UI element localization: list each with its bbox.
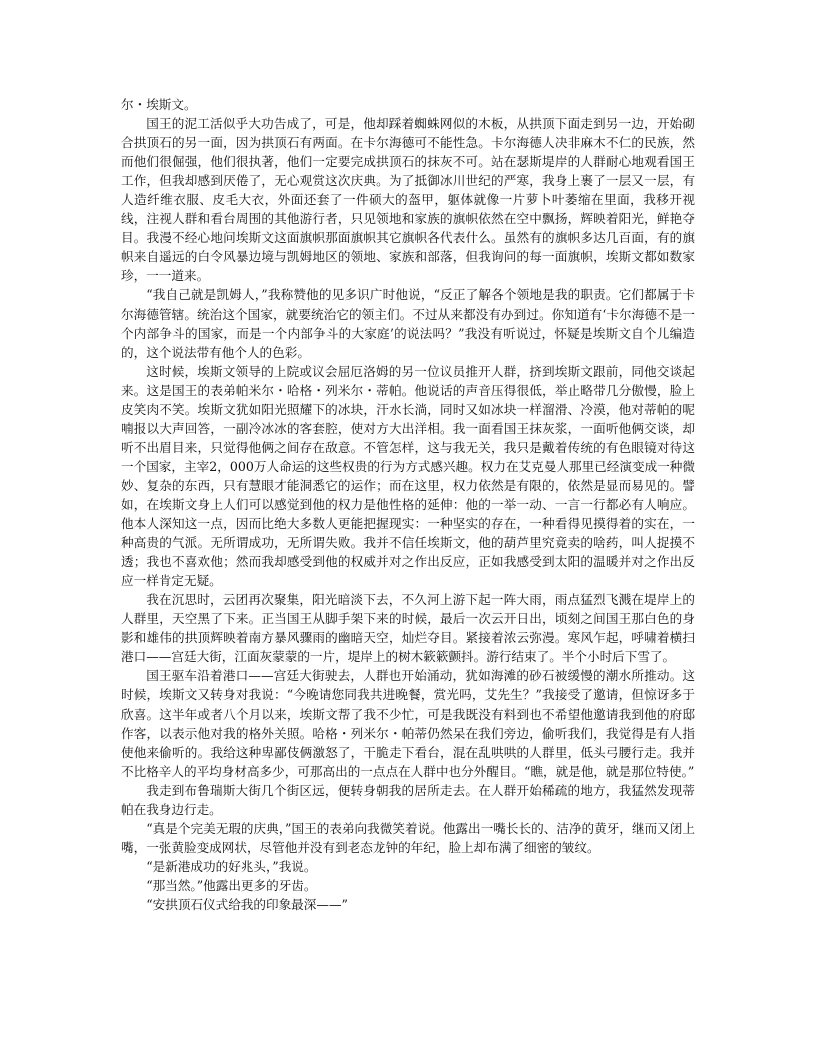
paragraph: “安拱顶石仪式给我的印象最深——” <box>146 896 348 912</box>
paragraph: “那当然。”他露出更多的牙齿。 <box>146 877 317 893</box>
paragraph: 国王的泥工活似乎大功告成了，可是，他却踩着蜘蛛网似的木板，从拱顶下面走到另一边，开始砌合拱顶石的另一面，因为拱顶石有两面。在卡尔海德可不能性急。卡尔海德人决非麻木不仁的民族，然而他们很倔强，他们很执著，他们一定要完成拱顶石的抹灰不可。站在瑟斯堤岸的人群耐心地观看国王工作，但我却感到厌倦了，无心观赏这次庆典。为了抵御冰川世纪的严寒，我身上裹了一层又一层，有人造纤维衣服、皮毛大衣，外面还套了一件硕大的盔甲，躯体就像一片萝卜叶萎缩在里面，我移开视线，注视人群和看台周围的其他游行者，只见领地和家族的旗帜依然在空中飘扬，辉映着阳光，鲜艳夺目。我漫不经心地问埃斯文这面旗帜那面旗帜其它旗帜各代表什么。虽然有的旗帜多达几百面，有的旗帜来自遥远的白令风暴边境与凯姆地区的领地、家族和部落，但我询问的每一面旗帜，埃斯文都如数家珍，一一道来。 <box>121 116 695 284</box>
paragraph: 我在沉思时，云团再次聚集，阳光暗淡下去，不久河上游下起一阵大雨，雨点猛烈飞溅在堤岸上的人群里，天空黑了下来。正当国王从脚手架下来的时候，最后一次云开日出，顷刻之间国王那白色的身影和雄伟的拱顶辉映着南方暴风骤雨的幽暗天空，灿烂夺目。紧接着浓云弥漫。寒风乍起，呼啸着横扫港口——宫廷大街，江面灰蒙蒙的一片，堤岸上的树木簌簌颤抖。游行结束了。半个小时后下雪了。 <box>121 592 695 665</box>
paragraph: 我走到布鲁瑞斯大街几个街区远，便转身朝我的居所走去。在人群开始稀疏的地方，我猛然发现蒂帕在我身边行走。 <box>121 782 695 817</box>
paragraph: “是新港成功的好兆头，”我说。 <box>146 858 317 874</box>
paragraph: 国王驱车沿着港口——宫廷大街驶去，人群也开始涌动，犹如海滩的砂石被缓慢的潮水所推动。这时候，埃斯文又转身对我说：“今晚请您同我共进晚餐，赏光吗，艾先生？”我接受了邀请，但惊讶多于欣喜。这半年或者八个月以来，埃斯文帮了我不少忙，可是我既没有料到也不希望他邀请我到他的府邸作客，以表示他对我的格外关照。哈格・列米尔・帕蒂仍然呆在我们旁边，偷听我们，我觉得是有人指使他来偷听的。我给这种卑鄙伎俩激怒了，干脆走下看台，混在乱哄哄的人群里，低头弓腰行走。我并不比格辛人的平均身材高多少，可那高出的一点点在人群中也分外醒目。“瞧，就是他，就是那位特使。” <box>121 668 695 779</box>
paragraph: “我自己就是凯姆人，”我称赞他的见多识广时他说，“反正了解各个领地是我的职责。它们都属于卡尔海德管辖。统治这个国家，就要统治它的领主们。不过从来都没有办到过。你知道有‘卡尔海德不是一个内部争斗的国家，而是一个内部争斗的大家庭’的说法吗？”我没有听说过，怀疑是埃斯文自个儿编造的，这个说法带有他个人的色彩。 <box>121 287 695 360</box>
paragraph: 这时候，埃斯文领导的上院或议会屈厄洛姆的另一位议员推开人群，挤到埃斯文跟前，同他交谈起来。这是国王的表弟帕米尔・哈格・列米尔・蒂帕。他说话的声音压得很低，举止略带几分傲慢，脸上皮笑肉不笑。埃斯文犹如阳光照耀下的冰块，汗水长淌，同时又如冰块一样溜滑、冷漠，他对蒂帕的呢喃报以大声回答，一副冷冰冰的客套腔，使对方大出洋相。我一面看国王抹灰浆，一面听他俩交谈，却听不出眉目来，只觉得他俩之间存在敌意。不管怎样，这与我无关，我只是戴着传统的有色眼镜对待这一个国家，主宰2，000万人命运的这些权贵的行为方式感兴趣。权力在艾克曼人那里已经演变成一种微妙、复杂的东西，只有慧眼才能洞悉它的运作；而在这里，权力依然是有限的，依然是显而易见的。譬如，在埃斯文身上人们可以感觉到他的权力是他性格的延伸：他的一举一动、一言一行都必有人响应。他本人深知这一点，因而比绝大多数人更能把握现实：一种坚实的存在，一种看得见摸得着的实在，一种高贵的气派。无所谓成功，无所谓失败。我并不信任埃斯文，他的葫芦里究竟卖的啥药，叫人捉摸不透；我也不喜欢他；然而我却感受到他的权威并对之作出反应，正如我感受到太阳的温暖并对之作出反应一样肯定无疑。 <box>121 363 695 589</box>
document-body <box>121 95 695 914</box>
paragraph: “真是个完美无瑕的庆典，”国王的表弟向我微笑着说。他露出一嘴长长的、洁净的黄牙，继而又闭上嘴，一张黄脸变成网状，尽管他并没有到老态龙钟的年纪，脸上却布满了细密的皱纹。 <box>121 820 695 855</box>
paragraph: 尔・埃斯文。 <box>121 97 197 112</box>
